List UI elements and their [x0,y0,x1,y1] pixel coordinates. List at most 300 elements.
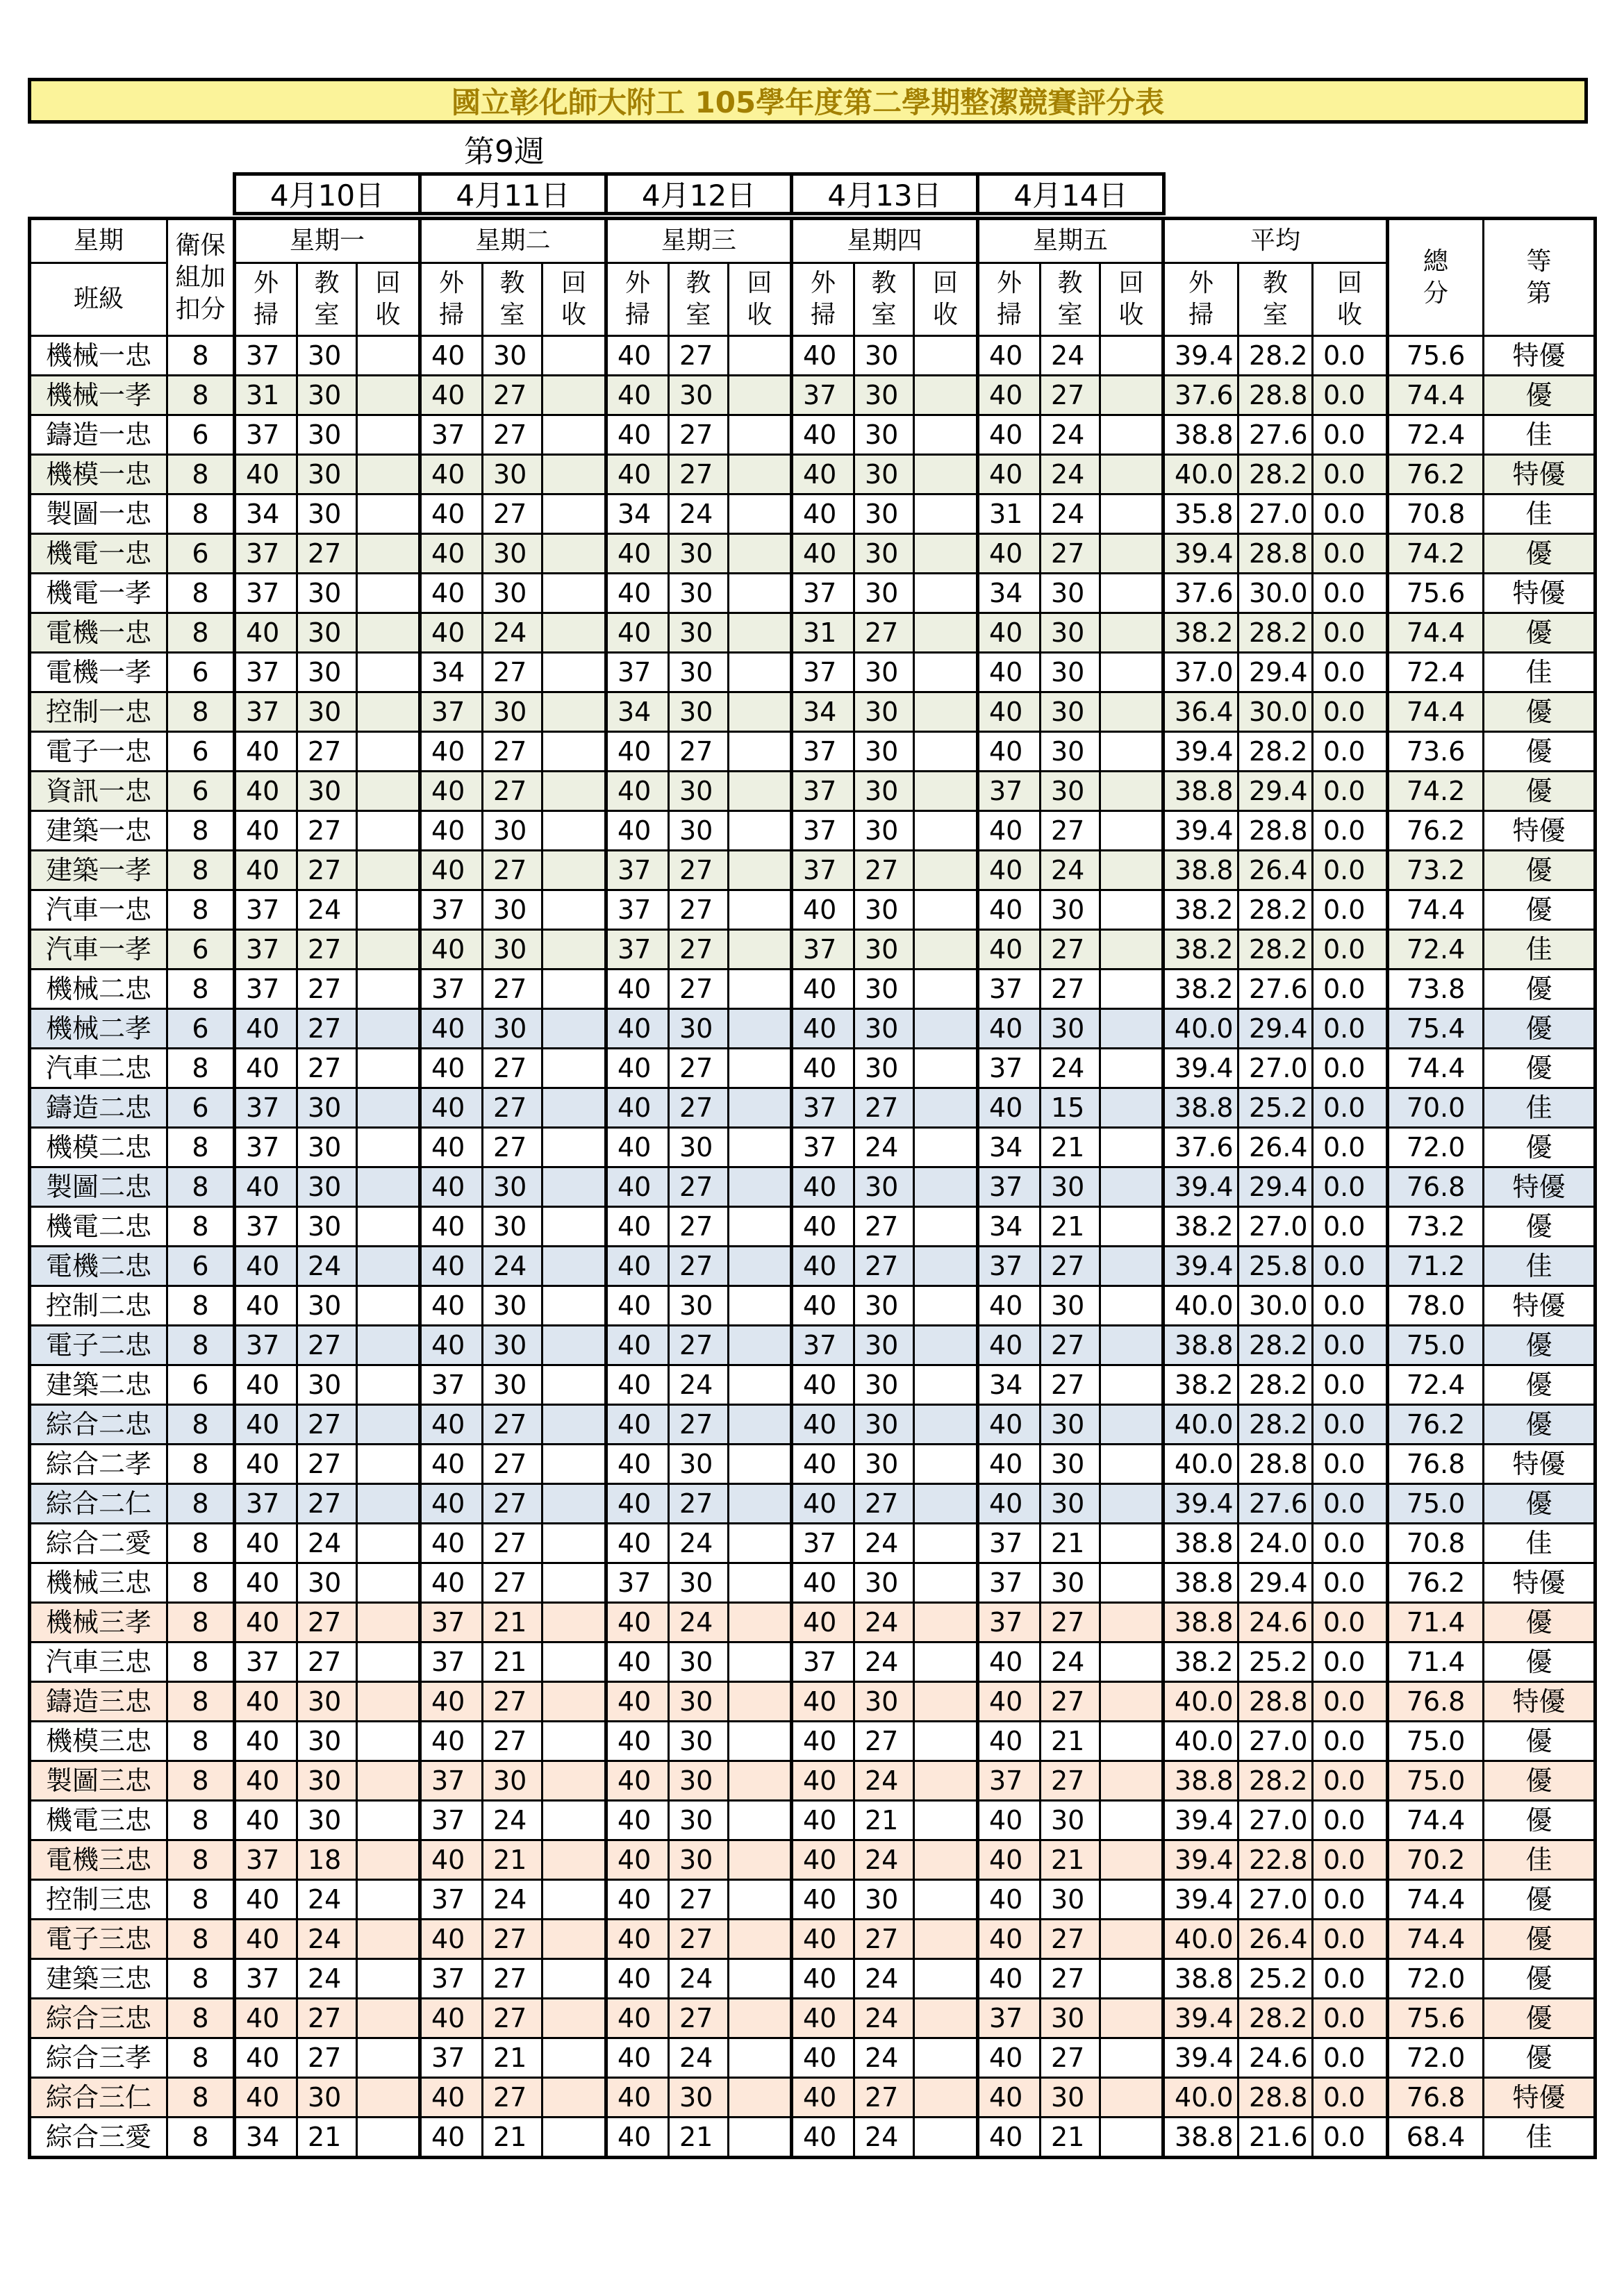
weekday-thursday: 星期四 [792,219,978,263]
score-cell: 40 [606,1088,669,1128]
health-deduct-cell: 6 [167,534,235,574]
score-cell: 37 [420,1365,483,1405]
health-deduct-cell: 8 [167,2118,235,2158]
grade-cell: 佳 [1484,1247,1596,1286]
date-monday: 4月10日 [236,176,422,212]
table-row [30,494,1596,534]
score-cell: 30 [854,494,914,534]
total-cell: 70.2 [1388,1840,1484,1880]
table-row [30,1286,1596,1326]
score-cell: 24 [854,1761,914,1801]
average-cell: 26.4 [1238,1128,1313,1167]
score-cell: 40 [235,455,297,494]
score-cell [1100,613,1163,653]
score-cell: 40 [606,1128,669,1167]
average-cell: 0.0 [1313,1840,1388,1880]
total-cell: 75.4 [1388,1009,1484,1049]
score-cell: 30 [483,1286,542,1326]
score-cell: 24 [854,2118,914,2158]
score-cell [542,574,606,613]
score-cell: 40 [978,455,1041,494]
score-cell: 37 [235,692,297,732]
score-cell: 37 [792,376,854,415]
class-name-cell: 資訊一忠 [30,772,167,811]
score-cell: 18 [297,1840,357,1880]
table-row [30,1722,1596,1761]
grade-cell: 特優 [1484,2078,1596,2118]
score-cell [357,692,420,732]
score-cell: 27 [483,1445,542,1484]
score-cell: 40 [235,1761,297,1801]
score-cell [729,1642,792,1682]
total-cell: 76.2 [1388,811,1484,851]
score-cell: 40 [606,336,669,376]
total-cell: 76.8 [1388,1682,1484,1722]
score-cell: 40 [978,376,1041,415]
score-cell [729,1563,792,1603]
score-cell: 40 [792,1999,854,2038]
score-cell: 24 [483,613,542,653]
score-cell [357,1920,420,1959]
score-cell: 27 [669,1247,729,1286]
table-row [30,732,1596,772]
score-cell: 30 [669,376,729,415]
table-row [30,653,1596,692]
health-deduct-cell: 8 [167,970,235,1009]
class-name-cell: 機械一孝 [30,376,167,415]
score-cell: 40 [420,1920,483,1959]
health-deduct-cell: 8 [167,1524,235,1563]
score-cell: 37 [978,1247,1041,1286]
score-cell [357,1049,420,1088]
average-cell: 27.0 [1238,1880,1313,1920]
score-cell: 37 [792,1128,854,1167]
score-cell: 40 [978,811,1041,851]
score-cell: 30 [1041,1167,1100,1207]
score-cell [729,1999,792,2038]
score-cell: 27 [483,970,542,1009]
score-cell: 27 [483,1959,542,1999]
score-cell: 37 [235,970,297,1009]
score-cell: 40 [978,1840,1041,1880]
health-deduct-cell: 8 [167,574,235,613]
score-cell: 24 [483,1880,542,1920]
table-row [30,970,1596,1009]
score-cell [729,1128,792,1167]
class-name-cell: 汽車一孝 [30,930,167,970]
grade-cell: 特優 [1484,574,1596,613]
score-cell [357,1365,420,1405]
health-deduct-cell: 8 [167,494,235,534]
score-cell: 40 [978,1286,1041,1326]
weekday-wednesday: 星期三 [606,219,792,263]
score-cell: 30 [297,1722,357,1761]
score-cell [542,811,606,851]
score-cell: 27 [1041,1326,1100,1365]
score-cell: 30 [1041,1999,1100,2038]
score-cell [914,1840,978,1880]
class-name-cell: 機械一忠 [30,336,167,376]
score-cell: 40 [235,2038,297,2078]
score-cell: 30 [669,653,729,692]
score-cell [914,1405,978,1445]
score-cell: 40 [978,1959,1041,1999]
total-cell: 75.6 [1388,336,1484,376]
score-cell [729,494,792,534]
score-cell [357,653,420,692]
grade-cell: 優 [1484,2038,1596,2078]
average-cell: 37.6 [1163,1128,1238,1167]
score-cell [357,376,420,415]
score-cell [1100,1840,1163,1880]
score-cell: 40 [420,1326,483,1365]
health-deduct-cell: 8 [167,1128,235,1167]
score-cell: 37 [792,851,854,890]
grade-cell: 佳 [1484,653,1596,692]
score-cell: 37 [235,1128,297,1167]
average-cell: 39.4 [1163,1049,1238,1088]
score-cell [542,1880,606,1920]
grade-cell: 特優 [1484,455,1596,494]
score-cell: 40 [606,1801,669,1840]
score-cell: 24 [854,1959,914,1999]
subheader-classroom: 教 室 [483,263,542,336]
score-cell: 27 [669,455,729,494]
score-cell: 37 [978,1761,1041,1801]
grade-cell: 優 [1484,1049,1596,1088]
average-cell: 37.6 [1163,376,1238,415]
score-cell [1100,415,1163,455]
health-deduct-cell: 8 [167,851,235,890]
score-cell: 30 [854,653,914,692]
class-name-cell: 汽車三忠 [30,1642,167,1682]
grade-cell: 優 [1484,1999,1596,2038]
score-cell: 27 [669,1484,729,1524]
average-cell: 0.0 [1313,1128,1388,1167]
score-cell: 27 [1041,1365,1100,1405]
score-cell [542,455,606,494]
score-cell: 27 [483,732,542,772]
score-cell: 30 [854,1445,914,1484]
score-cell: 40 [978,653,1041,692]
total-cell: 74.4 [1388,1049,1484,1088]
score-cell: 30 [297,772,357,811]
health-deduct-cell: 8 [167,1761,235,1801]
average-cell: 39.4 [1163,1880,1238,1920]
score-cell: 30 [854,732,914,772]
average-cell: 0.0 [1313,2038,1388,2078]
date-thursday: 4月13日 [793,176,979,212]
health-deduct-cell: 8 [167,1880,235,1920]
class-name-cell: 機械二孝 [30,1009,167,1049]
score-cell: 24 [669,1959,729,1999]
average-cell: 0.0 [1313,732,1388,772]
total-cell: 75.0 [1388,1722,1484,1761]
week-label: 第9週 [464,134,545,169]
score-cell: 30 [297,336,357,376]
score-cell: 37 [420,1761,483,1801]
average-cell: 40.0 [1163,1920,1238,1959]
average-cell: 28.8 [1238,1445,1313,1484]
score-cell [729,415,792,455]
health-deduct-cell: 8 [167,1642,235,1682]
table-row [30,455,1596,494]
score-cell [542,1326,606,1365]
average-cell: 0.0 [1313,534,1388,574]
score-cell [542,534,606,574]
grade-cell: 特優 [1484,1563,1596,1603]
average-cell: 28.2 [1238,930,1313,970]
date-header-row [233,172,1166,215]
score-cell: 21 [1041,1128,1100,1167]
score-cell: 15 [1041,1088,1100,1128]
average-cell: 0.0 [1313,613,1388,653]
table-row [30,692,1596,732]
class-name-cell: 控制一忠 [30,692,167,732]
score-cell: 30 [1041,2078,1100,2118]
health-deduct-cell: 8 [167,1286,235,1326]
score-cell [1100,1207,1163,1247]
score-cell [542,970,606,1009]
grade-cell: 優 [1484,1959,1596,1999]
total-cell: 74.4 [1388,692,1484,732]
score-cell: 40 [606,1445,669,1484]
score-cell: 30 [854,692,914,732]
average-cell: 38.2 [1163,930,1238,970]
total-cell: 72.0 [1388,1128,1484,1167]
average-cell: 0.0 [1313,1642,1388,1682]
average-cell: 37.6 [1163,574,1238,613]
score-cell: 40 [792,1247,854,1286]
score-cell: 30 [854,970,914,1009]
health-deduct-cell: 8 [167,613,235,653]
score-cell: 40 [792,1920,854,1959]
score-cell: 27 [669,930,729,970]
score-cell: 37 [978,1167,1041,1207]
score-cell: 37 [420,1801,483,1840]
average-cell: 26.4 [1238,851,1313,890]
class-name-cell: 電機一孝 [30,653,167,692]
class-name-cell: 機模一忠 [30,455,167,494]
score-cell [729,811,792,851]
score-cell: 40 [978,336,1041,376]
score-cell: 40 [606,1286,669,1326]
score-cell: 37 [792,930,854,970]
score-cell [914,1326,978,1365]
table-row [30,1128,1596,1167]
score-cell [542,1445,606,1484]
grade-cell: 優 [1484,890,1596,930]
total-header: 總 分 [1388,219,1484,336]
score-cell: 30 [297,2078,357,2118]
score-cell [729,2038,792,2078]
score-cell: 40 [606,534,669,574]
average-cell: 39.4 [1163,1484,1238,1524]
class-name-cell: 鑄造二忠 [30,1088,167,1128]
score-cell: 40 [978,890,1041,930]
health-deduct-cell: 6 [167,1088,235,1128]
score-cell: 40 [978,851,1041,890]
grade-cell: 佳 [1484,415,1596,455]
weekday-tuesday: 星期二 [420,219,606,263]
score-cell: 27 [483,1128,542,1167]
score-cell: 30 [669,1761,729,1801]
score-cell [1100,336,1163,376]
score-cell [914,1682,978,1722]
average-cell: 0.0 [1313,1326,1388,1365]
grade-cell: 優 [1484,534,1596,574]
score-cell [1100,1088,1163,1128]
score-cell [729,1247,792,1286]
health-deduct-cell: 8 [167,1682,235,1722]
score-cell: 27 [1041,1761,1100,1801]
grade-cell: 優 [1484,1801,1596,1840]
score-cell: 37 [978,772,1041,811]
average-cell: 27.0 [1238,494,1313,534]
grade-cell: 優 [1484,1920,1596,1959]
score-cell: 37 [235,336,297,376]
score-cell [1100,1761,1163,1801]
score-cell [914,376,978,415]
score-cell: 40 [606,2038,669,2078]
average-cell: 0.0 [1313,2118,1388,2158]
date-wednesday: 4月12日 [608,176,793,212]
score-cell [357,772,420,811]
score-cell: 40 [235,1880,297,1920]
score-cell [914,1088,978,1128]
score-cell: 27 [854,1088,914,1128]
score-cell: 40 [420,1682,483,1722]
score-cell [729,1405,792,1445]
class-name-cell: 建築一忠 [30,811,167,851]
score-cell [357,1682,420,1722]
score-cell: 30 [483,692,542,732]
score-cell: 30 [1041,613,1100,653]
score-cell [1100,494,1163,534]
table-row [30,1445,1596,1484]
average-cell: 38.2 [1163,1365,1238,1405]
score-cell: 40 [235,1445,297,1484]
score-cell: 40 [606,1880,669,1920]
score-cell: 24 [669,1603,729,1642]
health-deduct-cell: 8 [167,1167,235,1207]
total-cell: 72.4 [1388,415,1484,455]
health-deduct-cell: 8 [167,1959,235,1999]
average-cell: 24.0 [1238,1524,1313,1563]
table-row [30,1920,1596,1959]
score-cell: 40 [420,2078,483,2118]
score-cell: 37 [420,2038,483,2078]
score-cell: 27 [297,930,357,970]
score-cell: 30 [669,1840,729,1880]
score-cell [1100,811,1163,851]
class-name-cell: 綜合二忠 [30,1405,167,1445]
score-cell: 30 [854,1286,914,1326]
score-cell [729,1920,792,1959]
average-cell: 39.4 [1163,732,1238,772]
score-cell [1100,376,1163,415]
table-row [30,1524,1596,1563]
score-cell: 30 [854,1326,914,1365]
total-cell: 72.4 [1388,930,1484,970]
score-cell: 37 [235,415,297,455]
score-cell: 40 [978,930,1041,970]
weekday-friday: 星期五 [978,219,1163,263]
score-cell [357,574,420,613]
average-cell: 0.0 [1313,1247,1388,1286]
score-cell: 27 [297,1009,357,1049]
score-cell [729,1286,792,1326]
table-row [30,1563,1596,1603]
health-deduct-header: 衛保 組加 扣分 [167,219,235,336]
health-deduct-cell: 8 [167,1484,235,1524]
score-cell: 27 [297,1049,357,1088]
class-name-cell: 鑄造三忠 [30,1682,167,1722]
score-cell: 30 [669,2078,729,2118]
score-cell [357,1207,420,1247]
average-cell: 0.0 [1313,1207,1388,1247]
score-cell: 30 [1041,772,1100,811]
class-name-cell: 汽車一忠 [30,890,167,930]
average-cell: 0.0 [1313,970,1388,1009]
average-cell: 29.4 [1238,772,1313,811]
score-cell: 37 [420,692,483,732]
average-cell: 0.0 [1313,1167,1388,1207]
score-cell: 30 [669,811,729,851]
score-cell: 27 [1041,1603,1100,1642]
table-row [30,1642,1596,1682]
health-deduct-cell: 8 [167,1049,235,1088]
score-cell [357,1761,420,1801]
score-cell [542,2038,606,2078]
score-cell: 37 [235,1840,297,1880]
health-deduct-cell: 8 [167,376,235,415]
score-cell [542,1207,606,1247]
score-cell: 40 [420,1247,483,1286]
score-cell: 40 [606,1049,669,1088]
score-cell: 40 [792,1603,854,1642]
score-cell: 40 [792,336,854,376]
score-cell: 37 [420,890,483,930]
score-cell: 40 [978,732,1041,772]
average-cell: 38.8 [1163,1088,1238,1128]
score-cell [914,1049,978,1088]
score-cell: 30 [483,574,542,613]
average-cell: 28.2 [1238,890,1313,930]
score-cell [1100,1524,1163,1563]
average-cell: 0.0 [1313,1959,1388,1999]
score-cell: 27 [483,1999,542,2038]
score-cell: 40 [792,455,854,494]
score-cell: 37 [420,970,483,1009]
average-cell: 40.0 [1163,1405,1238,1445]
score-cell: 30 [297,1088,357,1128]
average-cell: 28.2 [1238,613,1313,653]
score-cell: 27 [297,732,357,772]
total-cell: 76.2 [1388,1405,1484,1445]
score-cell: 24 [297,1920,357,1959]
score-cell: 37 [792,772,854,811]
score-cell: 27 [483,1563,542,1603]
score-cell: 40 [235,1801,297,1840]
average-cell: 0.0 [1313,1445,1388,1484]
table-row [30,574,1596,613]
total-cell: 74.4 [1388,1801,1484,1840]
score-cell: 40 [792,1009,854,1049]
score-cell [914,613,978,653]
grade-cell: 優 [1484,613,1596,653]
score-cell [914,1642,978,1682]
